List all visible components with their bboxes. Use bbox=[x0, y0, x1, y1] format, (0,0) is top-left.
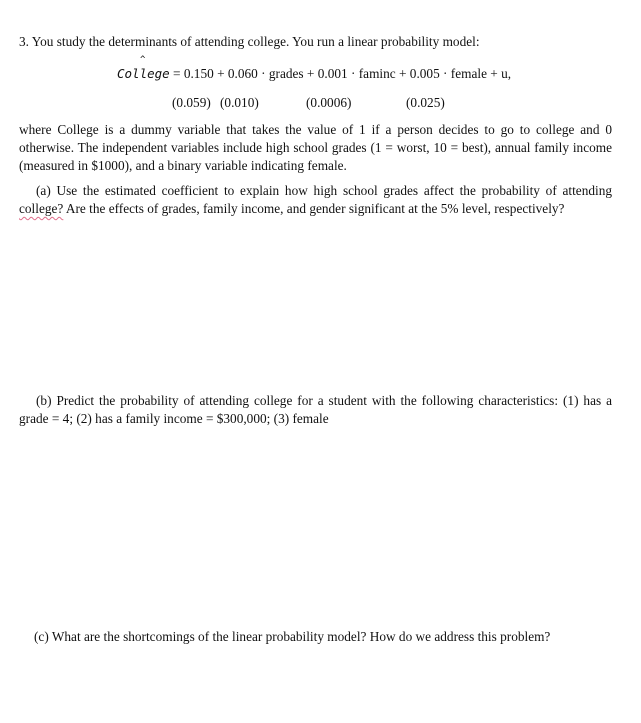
hat-symbol: ^ bbox=[140, 55, 146, 65]
part-a-text-after: Are the effects of grades, family income, and gender significant at the 5% level, respectively? bbox=[63, 201, 565, 216]
part-b: (b) Predict the probability of attending college for a student with the following characteristics: (1) has a grade = 4; (2) has a family income = $300,000; (3) female bbox=[19, 393, 612, 426]
question-intro: 3. You study the determinants of attending college. You run a linear probability model: bbox=[19, 34, 480, 49]
part-a bbox=[19, 182, 612, 218]
spellcheck-flagged-word[interactable]: college? bbox=[19, 201, 64, 216]
se-intercept: (0.059) bbox=[172, 95, 211, 110]
part-a-text-before: (a) Use the estimated coefficient to explain how high school grades affect the probability of attending bbox=[36, 183, 612, 198]
se-grades: (0.010) bbox=[220, 95, 259, 110]
regression-equation bbox=[117, 55, 512, 83]
se-faminc: (0.0006) bbox=[306, 95, 352, 110]
dependent-variable-label: College bbox=[117, 66, 170, 81]
equation-rhs: = 0.150 + 0.060 · grades + 0.001 · faminc + 0.005 · female + u, bbox=[173, 66, 512, 81]
se-female: (0.025) bbox=[406, 95, 445, 110]
variable-description: where College is a dummy variable that takes the value of 1 if a person decides to go to college and 0 otherwise. The independent variables include high school grades (1 = worst, 10 = best), annual family income (measured in $1000), and a binary variable indicating female. bbox=[19, 122, 612, 173]
part-c: (c) What are the shortcomings of the linear probability model? How do we address this problem? bbox=[34, 629, 551, 644]
dependent-variable bbox=[117, 55, 170, 83]
